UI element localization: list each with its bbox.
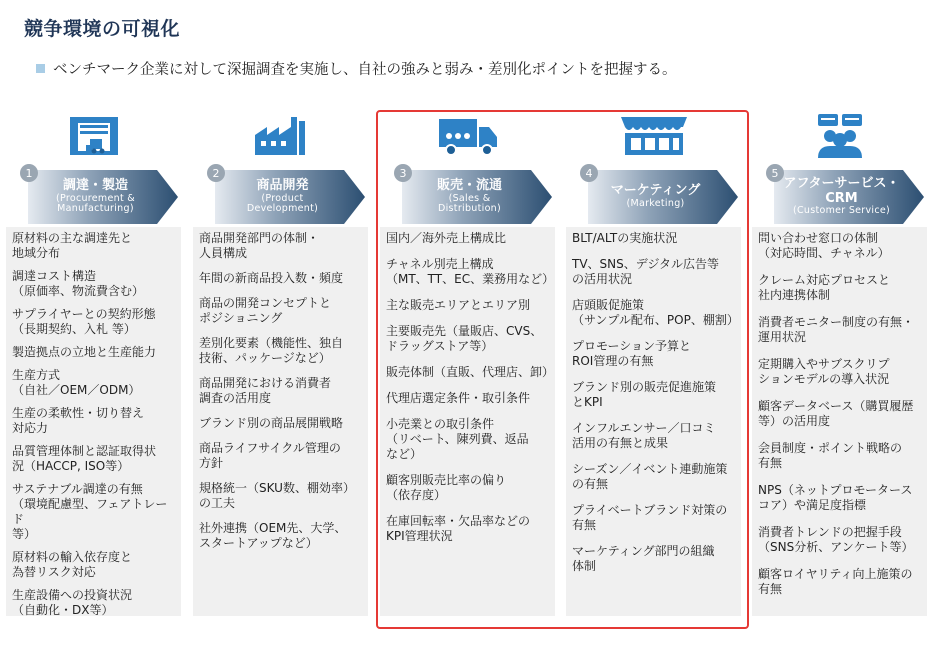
list-item: 顧客別販売比率の偏り （依存度） [386, 473, 507, 502]
list-item: 顧客ロイヤリティ向上施策の 有無 [758, 567, 913, 596]
stage-label [215, 170, 350, 224]
list-item: 問い合わせ窓口の体制 （対応時間、チャネル） [758, 231, 890, 260]
stage-subtitle: (Sales & [448, 192, 491, 204]
items-box [566, 227, 741, 616]
list-item: ブランド別の商品展開戦略 [199, 416, 344, 430]
stage-number-badge: 3 [394, 164, 412, 182]
stage-subtitle: (Procurement & [55, 192, 136, 204]
stage-subtitle: (Marketing) [626, 198, 685, 209]
list-item: サステナブル調達の有無 （環境配慮型、フェアトレード 等） [12, 482, 168, 541]
list-item: 代理店選定条件・取引条件 [386, 391, 531, 405]
items-box [6, 227, 181, 616]
list-item: NPS（ネットプロモータース コア）や満足度指標 [758, 483, 913, 512]
list-item: シーズン／イベント連動施策 の有無 [572, 462, 728, 491]
list-item: 顧客データベース（購買履歴 等）の活用度 [758, 399, 914, 428]
list-item: 消費者トレンドの把握手段 （SNS分析、アンケート等） [758, 525, 914, 554]
list-item: 原材料の輸入依存度と 為替リスク対応 [12, 550, 133, 579]
stage-header-2 [212, 166, 375, 224]
stage-title: マーケティング [610, 183, 701, 199]
list-item: サプライヤーとの契約形態 （長期契約、入札 等） [12, 307, 156, 336]
subtitle-text: ベンチマーク企業に対して深掘調査を実施し、自社の強みと弱み・差別化ポイントを把握する。 [53, 62, 677, 78]
list-item: TV、SNS、デジタル広告等 の活用状況 [572, 257, 720, 286]
stage-number-badge: 2 [207, 164, 225, 182]
delivery-truck-icon [380, 110, 555, 160]
list-item: BLT/ALTの実施状況 [572, 231, 678, 245]
list-item: 定期購入やサブスクリプ ションモデルの導入状況 [758, 357, 890, 386]
items-box [193, 227, 368, 616]
stage-title-line2: CRM [825, 190, 858, 206]
stage-title: 販売・流通 [436, 177, 502, 193]
stage-subtitle: (Product [261, 192, 304, 204]
page-title: 競争環境の可視化 [24, 18, 181, 40]
list-item: 社外連携（OEM先、大学、 スタートアップなど） [199, 521, 347, 550]
list-item: チャネル別売上構成 （MT、TT、EC、業務用など） [386, 257, 555, 286]
list-item: インフルエンサー／口コミ 活用の有無と成果 [572, 421, 716, 450]
bullet-square [36, 64, 45, 73]
stage-subtitle: Development) [246, 203, 319, 215]
stage-title: 調達・製造 [62, 177, 128, 193]
stage-title: 商品開発 [256, 177, 309, 193]
items-list [6, 227, 181, 630]
list-item: 生産の柔軟性・切り替え 対応力 [12, 406, 145, 435]
list-item: 製造拠点の立地と生産能力 [12, 345, 157, 359]
stage-subtitle: (Customer Service) [792, 205, 891, 217]
list-item: 商品開発部門の体制・ 人員構成 [199, 231, 320, 260]
store-icon [566, 110, 741, 160]
stage-header-3 [399, 166, 562, 224]
stage-number-badge: 5 [766, 164, 784, 182]
list-item: 商品ライフサイクル管理の 方針 [199, 441, 341, 470]
list-item: 原材料の主な調達先と 地域分布 [12, 231, 133, 260]
stage-number-badge: 4 [580, 164, 598, 182]
list-item: 在庫回転率・欠品率などの KPI管理状況 [386, 514, 531, 543]
stage-label [402, 170, 537, 224]
list-item: 主な販売エリアとエリア別 [386, 298, 531, 312]
factory-warehouse-icon [6, 110, 181, 160]
list-item: 小売業との取引条件 （リベート、陳列費、返品 など） [386, 417, 529, 461]
list-item: 生産設備への投資状況 （自動化・DX等） [12, 588, 133, 617]
stage-label [28, 170, 163, 224]
stage-header-4 [585, 166, 748, 224]
list-item: 品質管理体制と認証取得状 況（HACCP, ISO等） [12, 444, 157, 473]
list-item: 生産方式 （自社／OEM／ODM） [12, 368, 141, 397]
stage-number-badge: 1 [20, 164, 38, 182]
list-item: 店頭販促施策 （サンプル配布、POP、棚割） [572, 298, 739, 327]
stage-header-5 [771, 166, 934, 224]
list-item: プロモーション予算と ROI管理の有無 [572, 339, 692, 368]
stage-header-1 [25, 166, 188, 224]
list-item: 調達コスト構造 （原価率、物流費含む） [12, 269, 145, 298]
items-list [193, 227, 368, 565]
items-list [752, 227, 927, 613]
list-item: 商品開発における消費者 調査の活用度 [199, 376, 332, 405]
items-box [380, 227, 555, 616]
stage-label [588, 170, 723, 224]
stage-subtitle: Manufacturing) [57, 203, 134, 215]
list-item: クレーム対応プロセスと 社内連携体制 [758, 273, 891, 302]
list-item: マーケティング部門の組織 体制 [572, 544, 715, 573]
items-box [752, 227, 927, 616]
stage-subtitle: Distribution) [437, 203, 502, 215]
list-item: 規格統一（SKU数、棚効率） の工夫 [199, 481, 355, 510]
items-list [380, 227, 555, 559]
list-item: ブランド別の販売促進施策 とKPI [572, 380, 717, 409]
list-item: 販売体制（直販、代理店、卸） [386, 365, 555, 379]
list-item: 差別化要素（機能性、独自 技術、パッケージなど） [199, 336, 344, 365]
list-item: 会員制度・ポイント戦略の 有無 [758, 441, 903, 470]
stage-label [774, 170, 909, 224]
list-item: 消費者モニター制度の有無・ 運用状況 [758, 315, 915, 344]
factory-icon [193, 110, 368, 160]
list-item: 商品の開発コンセプトと ポジショニング [199, 296, 332, 325]
items-list [566, 227, 741, 589]
list-item: 国内／海外売上構成比 [386, 231, 507, 245]
list-item: 年間の新商品投入数・頻度 [199, 271, 344, 285]
list-item: プライベートブランド対策の 有無 [572, 503, 728, 532]
stage-title: アフターサービス・ [783, 175, 900, 191]
customer-support-icon [752, 110, 927, 160]
subtitle [36, 58, 677, 79]
list-item: 主要販売先（量販店、CVS、 ドラッグストア等） [386, 324, 543, 353]
